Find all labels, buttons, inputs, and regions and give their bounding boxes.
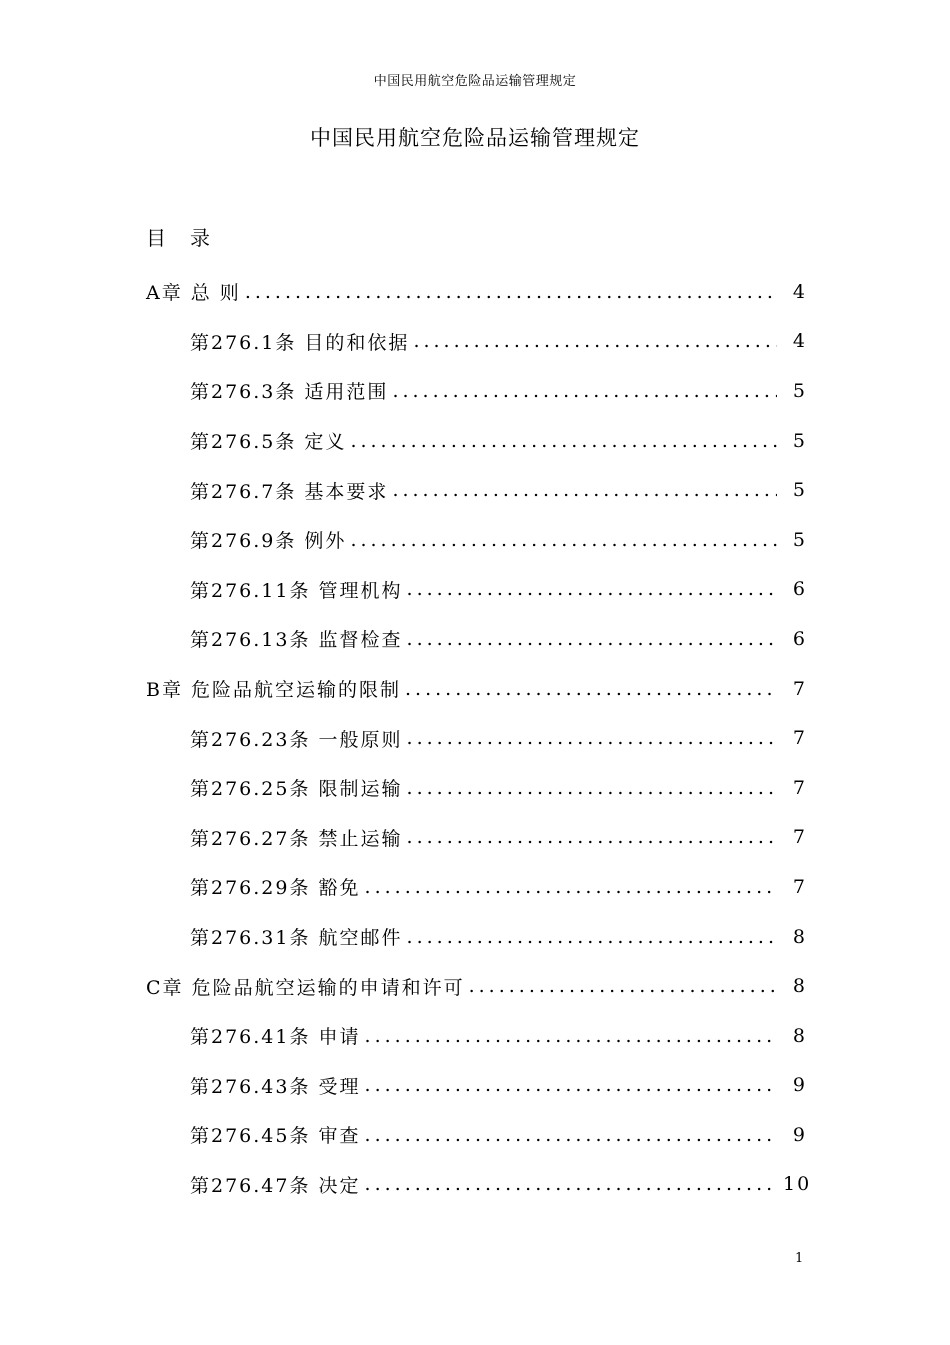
toc-leader-dots [365, 1173, 777, 1195]
toc-leader-dots [407, 727, 777, 749]
toc-entry-page: 8 [792, 975, 807, 998]
toc-entry-article-276-45[interactable] [0, 1110, 950, 1160]
toc-entry-page: 8 [792, 1024, 807, 1047]
toc-entry-page: 7 [792, 677, 807, 700]
toc-entry-page: 7 [792, 727, 807, 750]
toc-entry-label: 第276.9条 例外 [190, 530, 347, 553]
toc-leader-dots [407, 777, 777, 799]
toc-entry-article-276-13[interactable] [0, 614, 950, 664]
toc-entry-article-276-29[interactable] [0, 862, 950, 912]
toc-entry-article-276-9[interactable] [0, 515, 950, 565]
toc-entry-label: 第276.31条 航空邮件 [190, 927, 403, 950]
toc-entry-article-276-3[interactable] [0, 366, 950, 416]
toc-entry-article-276-47[interactable] [0, 1160, 950, 1210]
toc-entry-page: 10 [783, 1173, 812, 1196]
toc-entry-label: 第276.11条 管理机构 [190, 579, 403, 602]
toc-leader-dots [469, 975, 777, 997]
toc-leader-dots [350, 430, 777, 452]
toc-entry-article-276-31[interactable] [0, 912, 950, 962]
toc-entry-page: 5 [792, 429, 807, 452]
toc-entry-article-276-23[interactable] [0, 713, 950, 763]
toc-heading: 目录 [146, 226, 234, 250]
toc-leader-dots [365, 1025, 777, 1047]
toc-entry-label: 第276.1条 目的和依据 [190, 331, 410, 354]
toc-leader-dots [365, 1124, 777, 1146]
running-header: 中国民用航空危险品运输管理规定 [373, 74, 577, 89]
toc-entry-article-276-25[interactable] [0, 763, 950, 813]
toc-entry-article-276-7[interactable] [0, 465, 950, 515]
toc-entry-chapter-b[interactable] [0, 664, 950, 714]
toc-entry-label: 第276.43条 受理 [190, 1075, 361, 1098]
toc-leader-dots [407, 926, 777, 948]
document-title: 中国民用航空危险品运输管理规定 [310, 126, 640, 150]
toc-entry-chapter-c[interactable] [0, 961, 950, 1011]
toc-leader-dots [392, 479, 777, 501]
toc-leader-dots [407, 578, 777, 600]
toc-leader-dots [405, 678, 777, 700]
toc-entry-label: A章 总 则 [146, 282, 241, 305]
toc-entry-article-276-27[interactable] [0, 813, 950, 863]
toc-entry-label: 第276.41条 申请 [190, 1026, 361, 1049]
toc-entry-page: 9 [792, 1123, 807, 1146]
toc-entry-page: 5 [792, 479, 807, 502]
toc-entry-page: 9 [792, 1074, 807, 1097]
toc-entry-article-276-5[interactable] [0, 416, 950, 466]
toc-entry-label: 第276.45条 审查 [190, 1125, 361, 1148]
toc-entry-page: 5 [792, 528, 807, 551]
toc-leader-dots [407, 628, 777, 650]
toc-entry-article-276-1[interactable] [0, 317, 950, 367]
toc-entry-label: 第276.25条 限制运输 [190, 778, 403, 801]
toc-entry-page: 4 [792, 280, 807, 303]
toc-entry-label: 第276.29条 豁免 [190, 877, 361, 900]
toc-entry-page: 6 [792, 627, 807, 650]
toc-leader-dots [365, 876, 777, 898]
toc-leader-dots [350, 529, 777, 551]
toc-entry-article-276-11[interactable] [0, 565, 950, 615]
toc-entry-page: 6 [792, 578, 807, 601]
toc-entry-page: 7 [792, 826, 807, 849]
toc-leader-dots [413, 330, 777, 352]
toc-leader-dots [365, 1074, 777, 1096]
toc-entry-label: C章 危险品航空运输的申请和许可 [146, 976, 465, 999]
toc-leader-dots [407, 826, 777, 848]
toc-entry-chapter-a[interactable] [0, 267, 950, 317]
toc-leader-dots [392, 380, 777, 402]
toc-entry-label: 第276.47条 决定 [190, 1174, 361, 1197]
toc-entry-article-276-41[interactable] [0, 1011, 950, 1061]
toc-entry-page: 4 [792, 330, 807, 353]
toc-entry-label: 第276.3条 适用范围 [190, 381, 389, 404]
toc-entry-article-276-43[interactable] [0, 1061, 950, 1111]
toc-entry-page: 7 [792, 776, 807, 799]
page-number: 1 [795, 1251, 804, 1266]
toc-leader-dots [245, 281, 777, 303]
toc-entry-label: 第276.27条 禁止运输 [190, 827, 403, 850]
toc-entry-label: 第276.23条 一般原则 [190, 728, 403, 751]
toc-entry-page: 5 [792, 379, 807, 402]
toc-entry-page: 7 [792, 875, 807, 898]
toc-entry-label: 第276.7条 基本要求 [190, 480, 389, 503]
table-of-contents [0, 267, 950, 1209]
toc-entry-label: 第276.13条 监督检查 [190, 629, 403, 652]
toc-entry-label: 第276.5条 定义 [190, 431, 347, 454]
toc-entry-label: B章 危险品航空运输的限制 [146, 679, 402, 702]
toc-entry-page: 8 [792, 925, 807, 948]
